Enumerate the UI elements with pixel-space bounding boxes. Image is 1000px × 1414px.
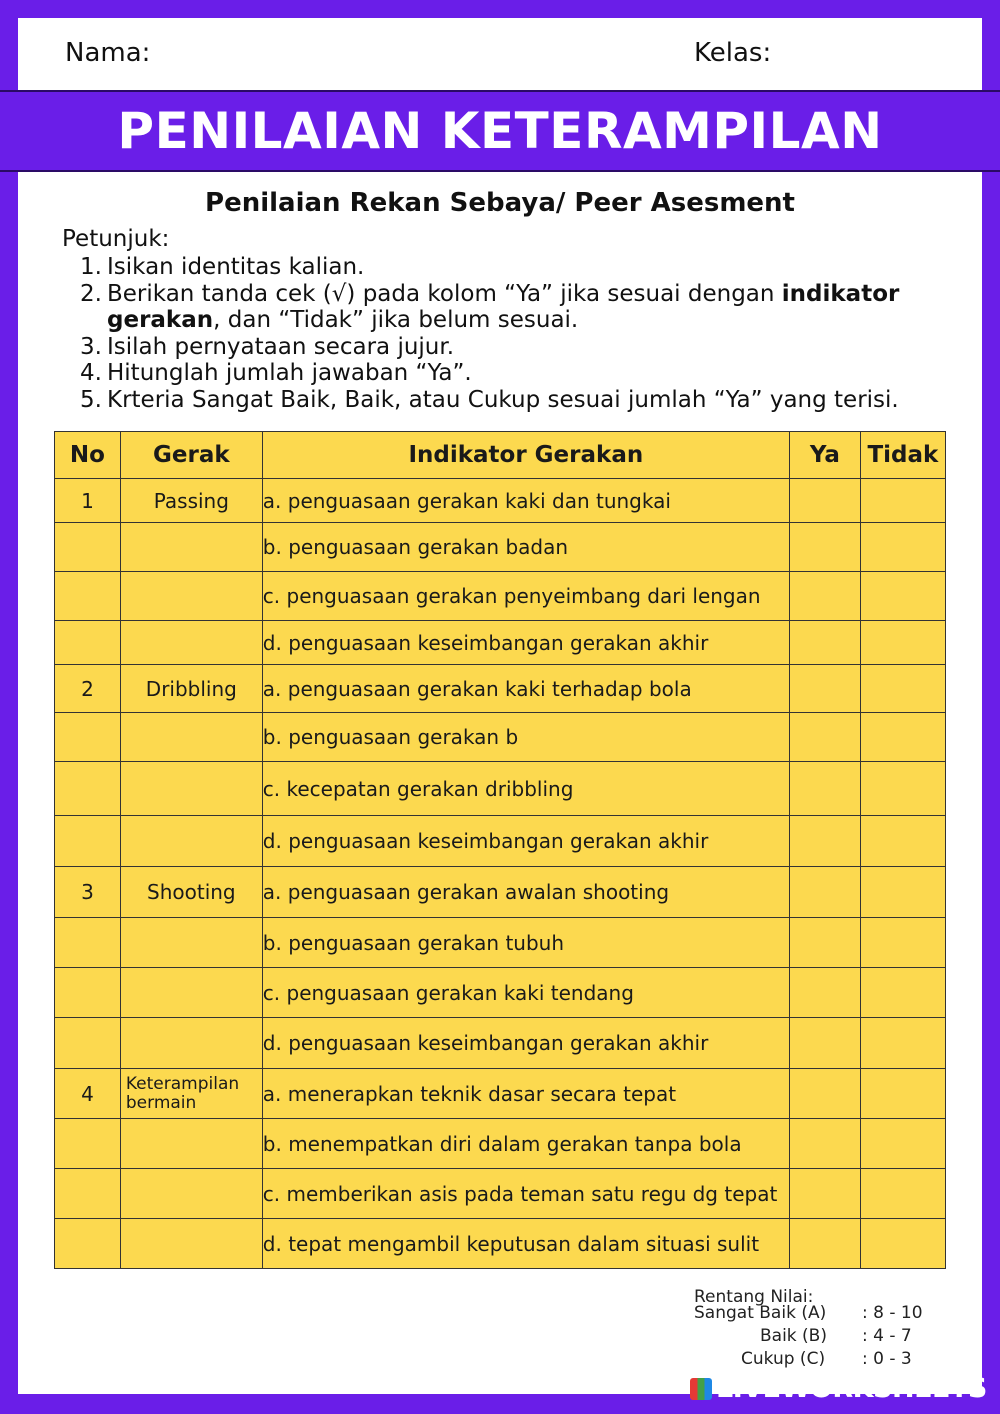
instruction-number: 3. — [80, 333, 102, 360]
cell-tidak-checkbox[interactable] — [860, 1119, 945, 1169]
cell-gerak — [120, 1018, 262, 1069]
liveworksheets-logo-icon — [690, 1378, 712, 1400]
cell-gerak — [120, 762, 262, 816]
cell-gerak — [120, 816, 262, 867]
header-indikator: Indikator Gerakan — [262, 432, 789, 479]
cell-ya-checkbox[interactable] — [789, 918, 860, 968]
cell-no — [55, 816, 121, 867]
instruction-number: 4. — [80, 360, 102, 386]
cell-tidak-checkbox[interactable] — [860, 867, 945, 918]
cell-no: 1 — [55, 479, 121, 523]
cell-indikator: a. penguasaan gerakan awalan shooting — [262, 867, 789, 918]
cell-indikator: b. penguasaan gerakan b — [262, 713, 789, 762]
table-row — [55, 816, 946, 867]
instructions-list — [80, 254, 940, 413]
cell-no — [55, 762, 121, 816]
cell-gerak — [120, 572, 262, 621]
instruction-bold-text: indikator gerakan — [107, 280, 900, 333]
cell-ya-checkbox[interactable] — [789, 1219, 860, 1269]
cell-ya-checkbox[interactable] — [789, 1119, 860, 1169]
header-gerak: Gerak — [120, 432, 262, 479]
cell-ya-checkbox[interactable] — [789, 867, 860, 918]
cell-no — [55, 918, 121, 968]
cell-indikator: a. penguasaan gerakan kaki dan tungkai — [262, 479, 789, 523]
instruction-text: Hitunglah jumlah jawaban “Ya”. — [107, 360, 472, 386]
cell-no — [55, 621, 121, 665]
cell-indikator: d. penguasaan keseimbangan gerakan akhir — [262, 816, 789, 867]
cell-ya-checkbox[interactable] — [789, 572, 860, 621]
legend-label: Baik (B) — [760, 1326, 827, 1346]
table-row — [55, 713, 946, 762]
instruction-text: Isikan identitas kalian. — [107, 254, 365, 280]
cell-ya-checkbox[interactable] — [789, 713, 860, 762]
cell-indikator: d. penguasaan keseimbangan gerakan akhir — [262, 1018, 789, 1069]
identity-bar — [18, 20, 982, 88]
cell-gerak — [120, 523, 262, 572]
assessment-table — [54, 431, 946, 1269]
cell-gerak — [120, 713, 262, 762]
cell-indikator: c. memberikan asis pada teman satu regu dg tepat — [262, 1169, 789, 1219]
table-row — [55, 523, 946, 572]
title-banner: PENILAIAN KETERAMPILAN — [0, 90, 1000, 172]
table-row — [55, 665, 946, 713]
cell-ya-checkbox[interactable] — [789, 523, 860, 572]
cell-no — [55, 968, 121, 1018]
table-row — [55, 1169, 946, 1219]
cell-ya-checkbox[interactable] — [789, 621, 860, 665]
cell-gerak — [120, 1219, 262, 1269]
watermark-text: LIVEWORKSHEETS — [716, 1373, 987, 1404]
cell-tidak-checkbox[interactable] — [860, 1219, 945, 1269]
instruction-text: Krteria Sangat Baik, Baik, atau Cukup sesuai jumlah “Ya” yang terisi. — [107, 386, 899, 413]
cell-tidak-checkbox[interactable] — [860, 968, 945, 1018]
instruction-item — [80, 387, 940, 414]
table-row — [55, 762, 946, 816]
cell-ya-checkbox[interactable] — [789, 968, 860, 1018]
instruction-item — [80, 360, 940, 387]
cell-tidak-checkbox[interactable] — [860, 572, 945, 621]
cell-ya-checkbox[interactable] — [789, 1069, 860, 1119]
cell-ya-checkbox[interactable] — [789, 816, 860, 867]
cell-gerak — [120, 1169, 262, 1219]
cell-ya-checkbox[interactable] — [789, 1169, 860, 1219]
cell-indikator: d. penguasaan keseimbangan gerakan akhir — [262, 621, 789, 665]
cell-ya-checkbox[interactable] — [789, 665, 860, 713]
table-row — [55, 867, 946, 918]
legend-value: : 4 - 7 — [862, 1326, 912, 1346]
cell-no — [55, 1169, 121, 1219]
cell-no — [55, 1219, 121, 1269]
table-row — [55, 1069, 946, 1119]
cell-ya-checkbox[interactable] — [789, 1018, 860, 1069]
cell-tidak-checkbox[interactable] — [860, 479, 945, 523]
cell-tidak-checkbox[interactable] — [860, 1069, 945, 1119]
cell-gerak: Shooting — [120, 867, 262, 918]
cell-ya-checkbox[interactable] — [789, 762, 860, 816]
instruction-item — [80, 254, 940, 281]
nama-label: Nama: — [65, 38, 151, 68]
cell-gerak — [120, 1119, 262, 1169]
legend-label: Sangat Baik (A) — [694, 1303, 827, 1323]
legend-value: : 8 - 10 — [862, 1303, 923, 1323]
cell-no: 3 — [55, 867, 121, 918]
table-header-row — [55, 432, 946, 479]
cell-gerak — [120, 918, 262, 968]
table-row — [55, 1018, 946, 1069]
instruction-text: , dan “Tidak” jika belum sesuai. — [213, 307, 579, 333]
cell-no — [55, 572, 121, 621]
cell-tidak-checkbox[interactable] — [860, 713, 945, 762]
cell-indikator: a. penguasaan gerakan kaki terhadap bola — [262, 665, 789, 713]
instruction-item — [80, 334, 940, 361]
header-ya: Ya — [789, 432, 860, 479]
instruction-number: 5. — [80, 386, 102, 413]
cell-indikator: c. penguasaan gerakan kaki tendang — [262, 968, 789, 1018]
table-row — [55, 1119, 946, 1169]
instruction-text: Berikan tanda cek (√) pada kolom “Ya” jika sesuai dengan — [107, 280, 782, 307]
table-row — [55, 572, 946, 621]
table-body — [55, 479, 946, 1269]
table-row — [55, 479, 946, 523]
cell-indikator: c. kecepatan gerakan dribbling — [262, 762, 789, 816]
cell-tidak-checkbox[interactable] — [860, 665, 945, 713]
table-row — [55, 968, 946, 1018]
legend-value: : 0 - 3 — [862, 1349, 912, 1369]
cell-gerak: Passing — [120, 479, 262, 523]
cell-tidak-checkbox[interactable] — [860, 918, 945, 968]
cell-tidak-checkbox[interactable] — [860, 816, 945, 867]
cell-indikator: b. menempatkan diri dalam gerakan tanpa bola — [262, 1119, 789, 1169]
table-row — [55, 918, 946, 968]
cell-indikator: c. penguasaan gerakan penyeimbang dari lengan — [262, 572, 789, 621]
cell-gerak — [120, 621, 262, 665]
cell-gerak: Keterampilan bermain — [120, 1069, 262, 1119]
cell-gerak: Dribbling — [120, 665, 262, 713]
cell-gerak — [120, 968, 262, 1018]
legend-label: Cukup (C) — [741, 1349, 826, 1369]
cell-no — [55, 523, 121, 572]
cell-indikator: d. tepat mengambil keputusan dalam situasi sulit — [262, 1219, 789, 1269]
instruction-number: 2. — [80, 280, 102, 307]
cell-indikator: b. penguasaan gerakan badan — [262, 523, 789, 572]
header-tidak: Tidak — [860, 432, 945, 479]
subtitle: Penilaian Rekan Sebaya/ Peer Asesment — [205, 188, 795, 218]
cell-no — [55, 1018, 121, 1069]
cell-no — [55, 1119, 121, 1169]
header-no: No — [55, 432, 121, 479]
cell-tidak-checkbox[interactable] — [860, 523, 945, 572]
kelas-label: Kelas: — [694, 38, 772, 68]
score-legend — [694, 1286, 944, 1371]
legend-title: Rentang Nilai: — [694, 1287, 814, 1307]
cell-indikator: b. penguasaan gerakan tubuh — [262, 918, 789, 968]
table-row — [55, 1219, 946, 1269]
cell-tidak-checkbox[interactable] — [860, 1018, 945, 1069]
instruction-number: 1. — [80, 254, 102, 280]
cell-no — [55, 713, 121, 762]
cell-ya-checkbox[interactable] — [789, 479, 860, 523]
cell-tidak-checkbox[interactable] — [860, 762, 945, 816]
liveworksheets-watermark — [690, 1373, 987, 1405]
cell-tidak-checkbox[interactable] — [860, 1169, 945, 1219]
table-row — [55, 621, 946, 665]
cell-no: 2 — [55, 665, 121, 713]
cell-indikator: a. menerapkan teknik dasar secara tepat — [262, 1069, 789, 1119]
cell-no: 4 — [55, 1069, 121, 1119]
cell-tidak-checkbox[interactable] — [860, 621, 945, 665]
instruction-text: Isilah pernyataan secara jujur. — [107, 333, 455, 360]
instruction-item — [80, 281, 940, 334]
instructions-heading: Petunjuk: — [62, 226, 170, 252]
